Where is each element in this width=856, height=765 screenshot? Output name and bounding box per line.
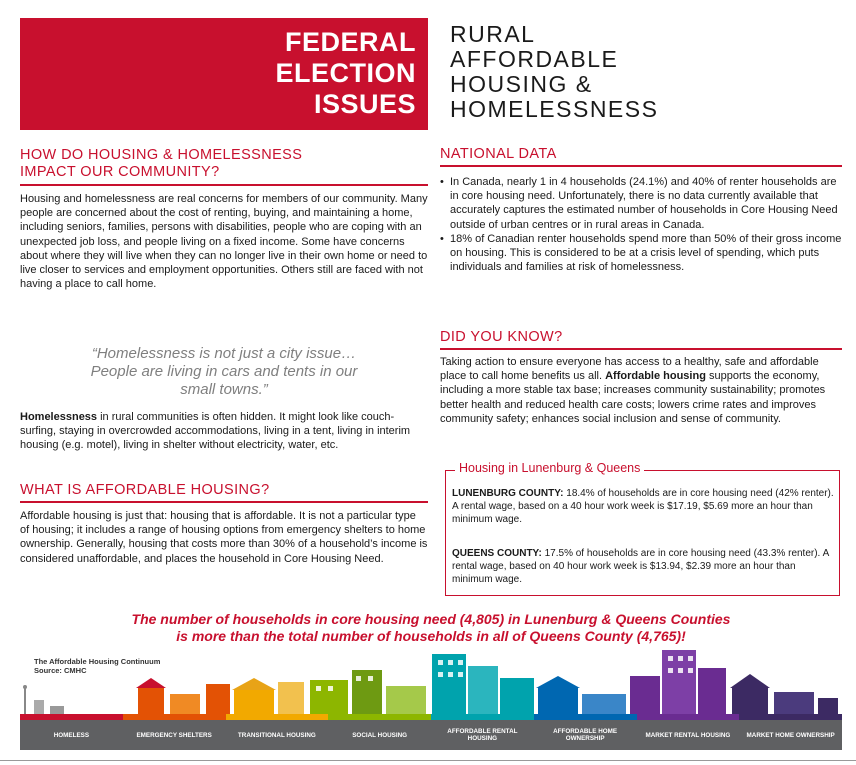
stage-label: SOCIAL HOUSING — [352, 731, 408, 739]
banner-title — [275, 27, 416, 120]
headline-line: HOMELESSNESS — [450, 96, 659, 122]
section-rule — [440, 165, 842, 167]
section-rule — [20, 501, 428, 503]
stage-label: AFFORDABLE RENTAL HOUSING — [447, 728, 518, 742]
continuum-name: The Affordable Housing Continuum — [34, 657, 161, 666]
impact-heading-line: HOW DO HOUSING & HOMELESSNESS — [20, 147, 303, 163]
banner-line: ELECTION — [275, 58, 416, 88]
know-text: Taking action to ensure everyone has access to a healthy, safe and affordable place to call home benefits us all. — [440, 356, 819, 383]
headline-line: HOUSING & — [450, 71, 593, 97]
list-item: • 18% of Canadian renter households spend more than 50% of their gross income on housing. This is considered to be at a crisis level of spending, which puts individuals and families at risk of homelessness. — [440, 232, 842, 275]
county-label: LUNENBURG COUNTY: — [452, 488, 564, 499]
highlight-line: The number of households in core housing need (4,805) in Lunenburg & Queens Counties — [131, 611, 731, 627]
stage-label: MARKET HOME OWNERSHIP — [746, 731, 835, 739]
know-heading: DID YOU KNOW? — [440, 329, 563, 345]
affordable-paragraph: Affordable housing is just that: housing that is affordable. It is not a particular type of housing; it includes a range of housing options from emergency shelters to home ownership. Generally, housing that costs more than 30% of a household’s income is considered unaffordable, and places the household in Core Housing Need. — [20, 510, 428, 565]
stage-label: AFFORDABLE HOME OWNERSHIP — [553, 728, 618, 742]
national-heading: NATIONAL DATA — [440, 146, 557, 162]
impact-heading — [20, 147, 428, 181]
county-text: 17.5% of households are in core housing need (43.3% renter). A rental wage, based on 40 hour work week is $13.94, $2.39 more an hour than minimum wage. — [452, 548, 829, 585]
know-paragraph — [440, 355, 842, 426]
skyline-illustration — [20, 640, 842, 716]
box-title: Housing in Lunenburg & Queens — [455, 461, 644, 475]
headline-line: RURAL — [450, 21, 536, 47]
list-item: • In Canada, nearly 1 in 4 households (24.1%) and 40% of renter households are in core housing need. Unfortunately, there is no data currently available that accurately captures the estimated number of households in Core Housing Need outside of urban centres or in rural areas in Canada. — [440, 175, 842, 232]
stage-label: EMERGENCY SHELTERS — [136, 731, 212, 739]
queens-stat — [452, 547, 836, 586]
headline-line: AFFORDABLE — [450, 46, 619, 72]
homelessness-term: Homelessness — [20, 411, 98, 423]
know-text: supports the economy, including a more stable tax base; increases community sustainability; promotes better health and reduced health care costs; lowers crime rates and improves community safety; enhances social inclusion and sense of community. — [440, 370, 826, 425]
page-headline — [450, 22, 658, 122]
quote-line: People are living in cars and tents in our — [90, 363, 358, 380]
national-bullet-list — [440, 175, 842, 274]
homelessness-text: in rural communities is often hidden. It might look like couch-surfing, staying in overcrowded accommodations, living in a tent, living in interim housing (e.g. motel), living in shelter without electricity, water, etc. — [20, 411, 411, 452]
pull-quote — [20, 345, 428, 399]
section-rule — [20, 184, 428, 186]
page-divider — [0, 760, 856, 761]
section-rule — [440, 348, 842, 350]
county-label: QUEENS COUNTY: — [452, 548, 542, 559]
affordable-heading: WHAT IS AFFORDABLE HOUSING? — [20, 482, 270, 498]
stage-label: MARKET RENTAL HOUSING — [645, 731, 731, 739]
impact-heading-line: IMPACT OUR COMMUNITY? — [20, 164, 220, 180]
stage-label: HOMELESS — [53, 731, 90, 739]
lunenburg-stat — [452, 487, 836, 526]
banner-line: ISSUES — [313, 89, 416, 119]
highlight-line: is more than the total number of households in all of Queens County (4,765)! — [176, 628, 686, 644]
homelessness-paragraph — [20, 410, 428, 453]
know-term: Affordable housing — [605, 370, 706, 383]
quote-line: small towns.” — [180, 381, 268, 398]
continuum-source: Source: CMHC — [34, 666, 87, 675]
quote-line: “Homelessness is not just a city issue… — [91, 345, 357, 362]
continuum-labels — [20, 720, 842, 750]
continuum-title — [34, 657, 160, 675]
stage-label: TRANSITIONAL HOUSING — [237, 731, 316, 739]
impact-paragraph: Housing and homelessness are real concerns for members of our community. Many people are concerned about the cost of renting, buying, and maintaining a home, including seniors, families, persons with disabilities, people who are coping with an unexpected job loss, and people living on a fixed income. Some have concerns about where they will live when they can no longer live in their own home or need to live closer to services and employment opportunities. Others still are faced with not having a place to call home. — [20, 193, 428, 291]
title-banner — [20, 18, 428, 130]
banner-line: FEDERAL — [285, 27, 416, 57]
county-text: 18.4% of households are in core housing need (42% renter). A rental wage, based on a 40 hour work week is $17.19, $5.69 more an hour than minimum wage. — [452, 488, 834, 525]
